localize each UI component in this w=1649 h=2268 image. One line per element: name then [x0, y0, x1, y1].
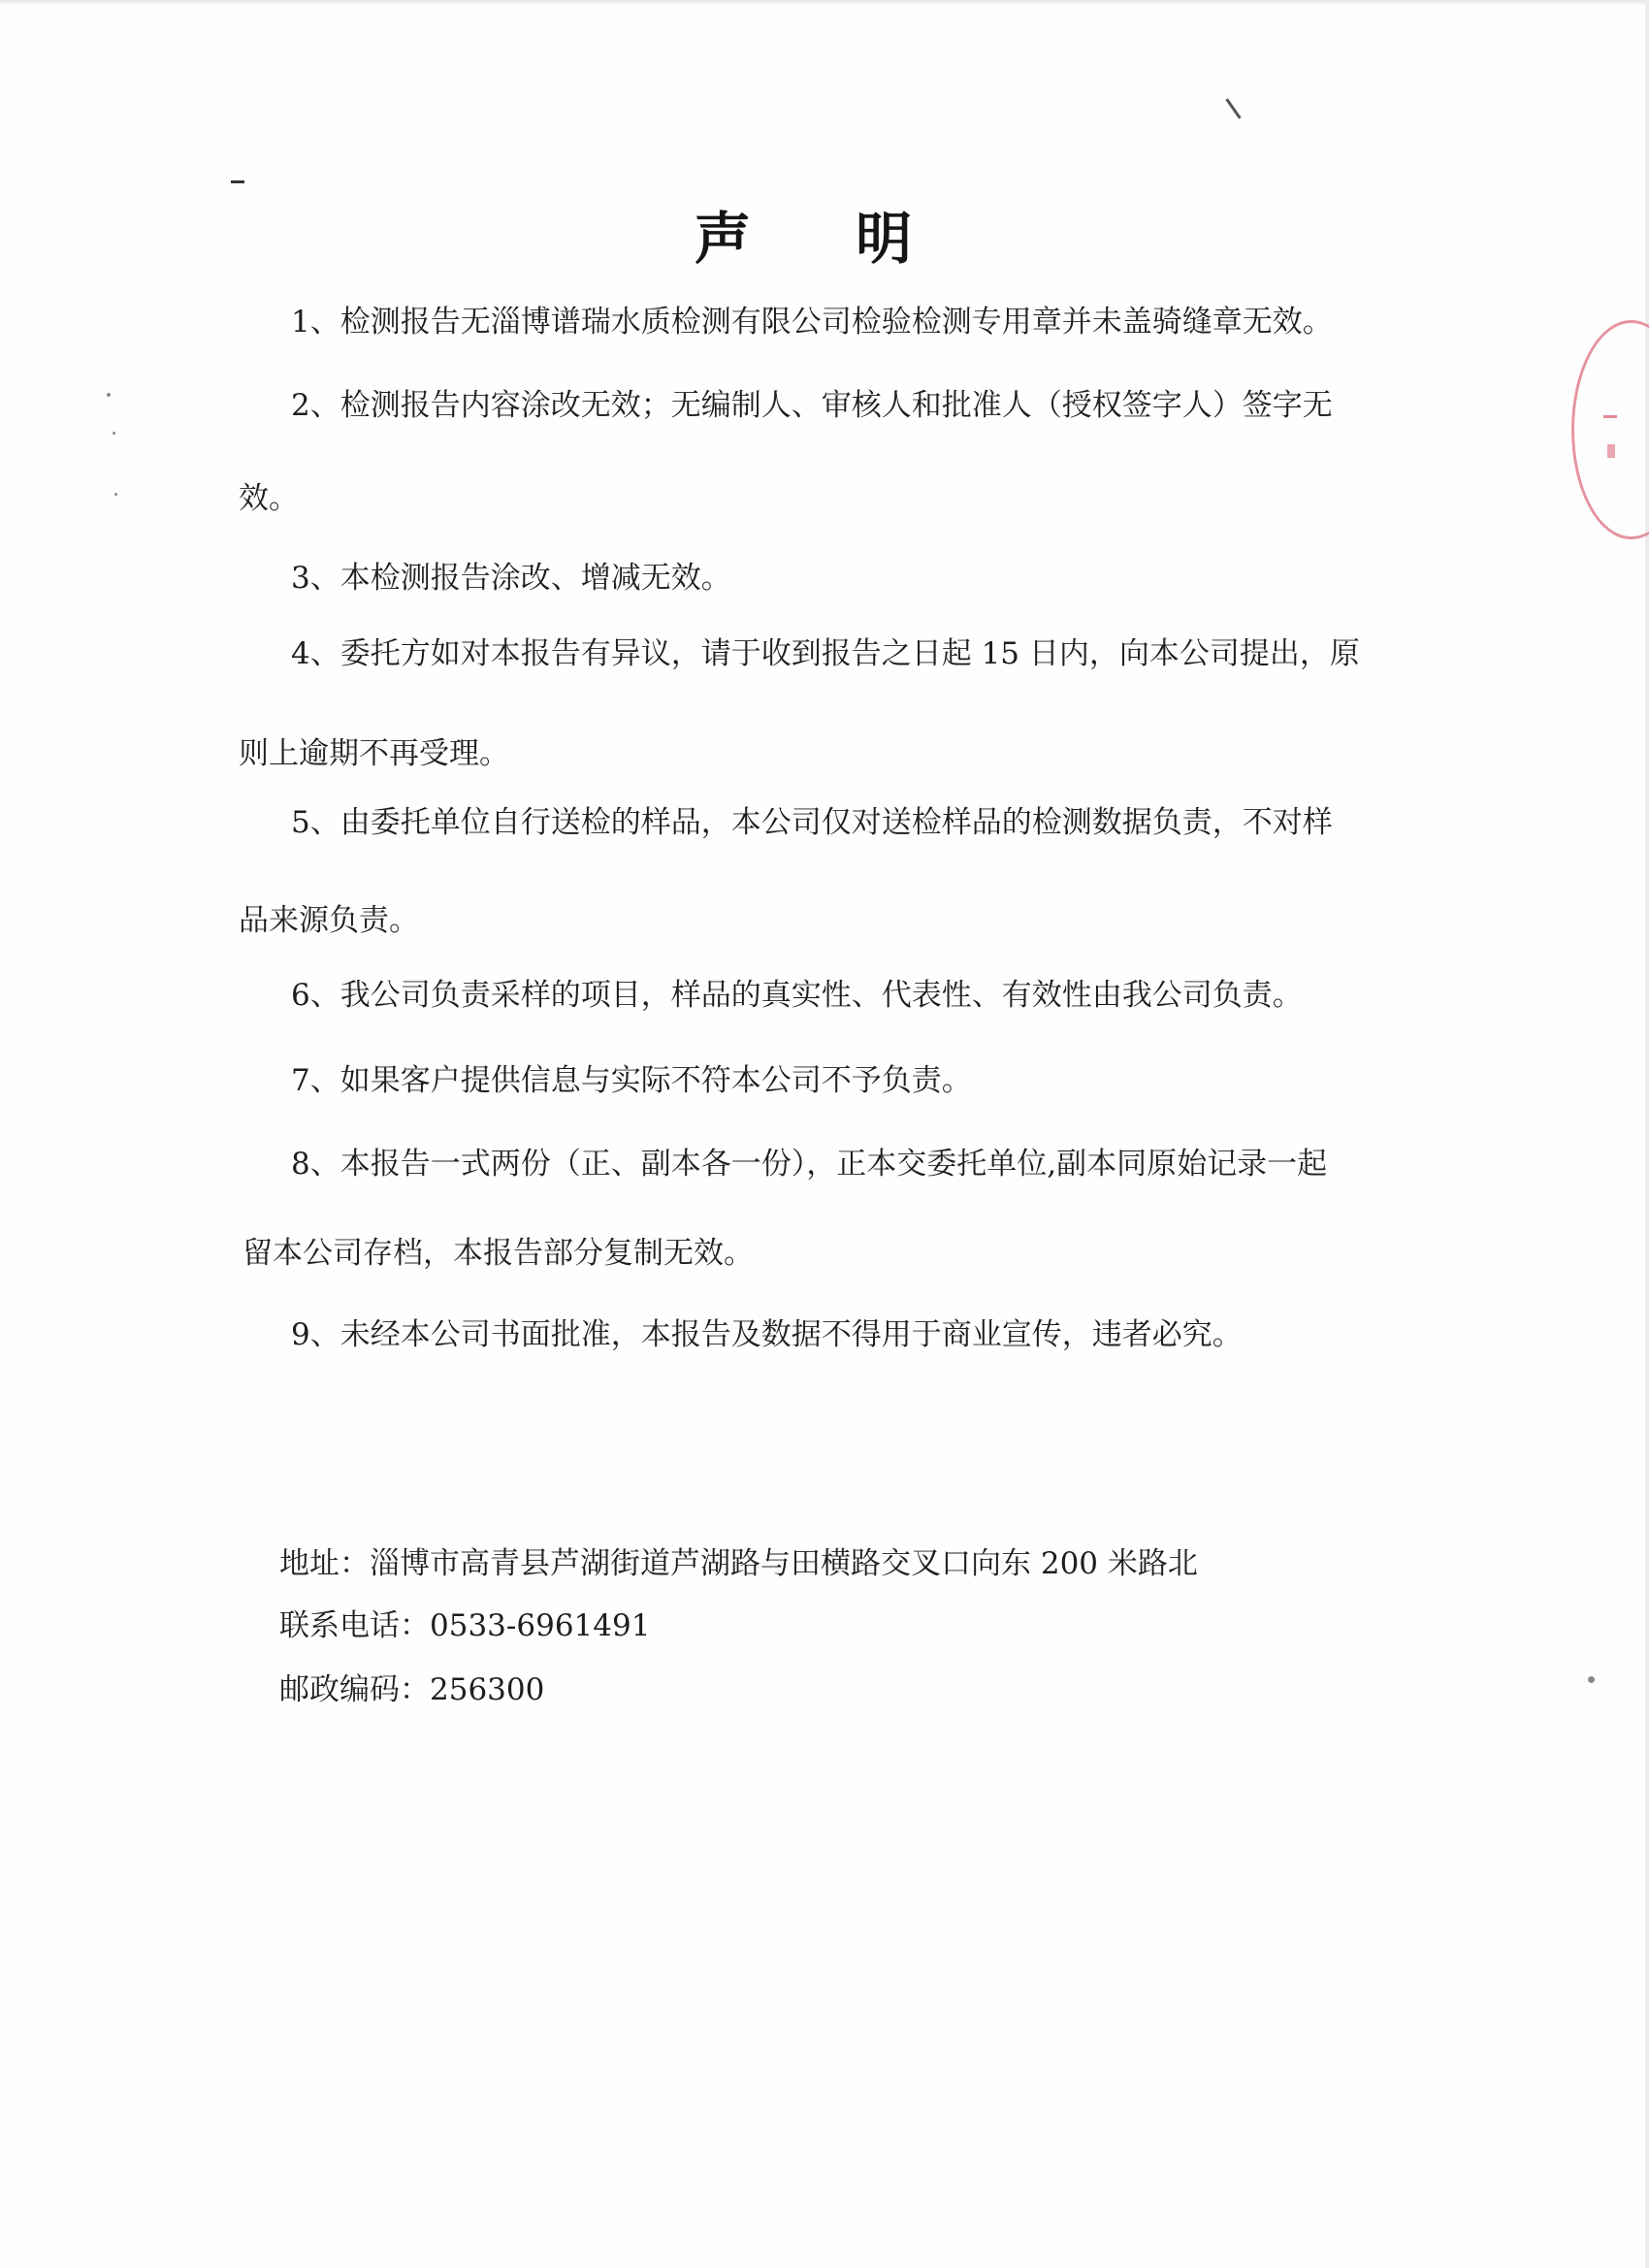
contact-postcode: 邮政编码：256300 [279, 1672, 545, 1707]
scan-speck [107, 393, 111, 397]
clause-4-continued: 则上逾期不再受理。 [239, 736, 509, 771]
red-seal-edge-icon [1571, 320, 1649, 539]
scan-speck [114, 493, 117, 496]
contact-phone: 联系电话：0533-6961491 [279, 1608, 651, 1643]
clause-4: 4、委托方如对本报告有异议，请于收到报告之日起 15 日内，向本公司提出，原 [291, 636, 1360, 671]
clause-1: 1、检测报告无淄博谱瑞水质检测有限公司检验检测专用章并未盖骑缝章无效。 [291, 305, 1333, 340]
clause-5: 5、由委托单位自行送检的样品，本公司仅对送检样品的检测数据负责，不对样 [291, 805, 1333, 840]
clause-7: 7、如果客户提供信息与实际不符本公司不予负责。 [291, 1063, 972, 1098]
scan-speck [1588, 1676, 1595, 1683]
contact-address: 地址：淄博市高青县芦湖街道芦湖路与田横路交叉口向东 200 米路北 [279, 1546, 1198, 1581]
clause-6: 6、我公司负责采样的项目，样品的真实性、代表性、有效性由我公司负责。 [291, 978, 1303, 1013]
dash-mark [231, 180, 244, 183]
scan-edge-top [0, 0, 1649, 6]
clause-8-continued: 留本公司存档，本报告部分复制无效。 [242, 1236, 754, 1271]
clause-3: 3、本检测报告涂改、增减无效。 [291, 561, 731, 596]
clause-2: 2、检测报告内容涂改无效；无编制人、审核人和批准人（授权签字人）签字无 [291, 388, 1333, 423]
page-title: 声 明 [694, 206, 955, 272]
clause-8: 8、本报告一式两份（正、副本各一份），正本交委托单位,副本同原始记录一起 [291, 1147, 1328, 1182]
clause-2-continued: 效。 [239, 481, 299, 516]
scan-speck [113, 432, 115, 435]
stray-pen-mark [1225, 98, 1241, 118]
clause-9: 9、未经本公司书面批准，本报告及数据不得用于商业宣传，违者必究。 [291, 1317, 1243, 1352]
clause-5-continued: 品来源负责。 [239, 903, 419, 938]
